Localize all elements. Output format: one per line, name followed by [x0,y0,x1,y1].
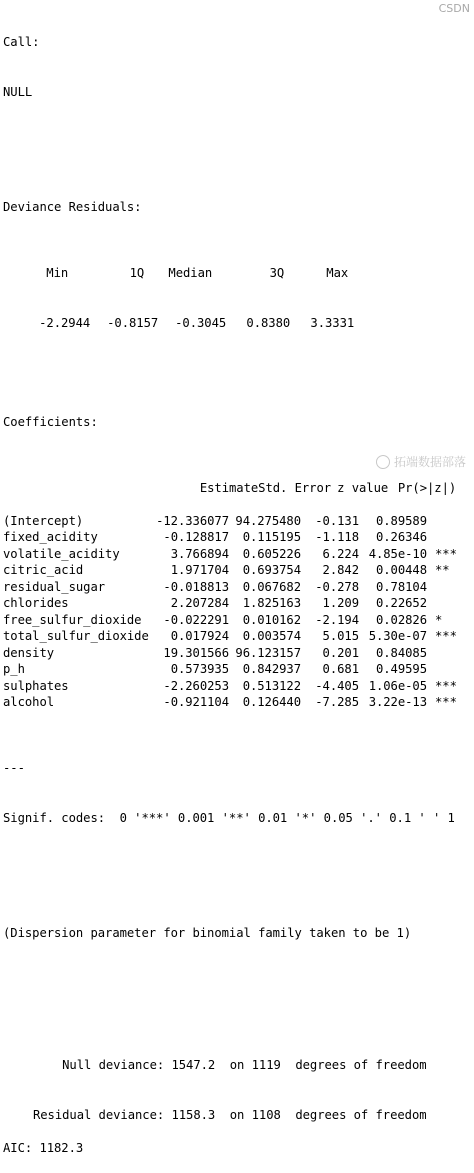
coef-z-value: 1.209 [322,596,359,610]
coef-p-value: 0.78104 [375,579,427,594]
r-console-output [3,1,473,1173]
coef-estimate: 2.207284 [170,596,229,610]
resid-label-max: Max [326,266,349,280]
brand-watermark [376,453,466,470]
coef-name: sulphates [3,678,69,693]
coef-z-value: -4.405 [315,678,359,693]
resid-value-min: -2.2944 [39,315,91,330]
coef-estimate: -0.018813 [163,579,229,594]
null-deviance-row [3,1041,473,1072]
coef-signif: *** [435,695,457,709]
wechat-icon [376,455,390,469]
coefficient-row [3,645,473,662]
resid-value-max: 3.3331 [310,315,355,330]
coefficient-row [3,513,473,530]
coef-p-value: 4.85e-10 [368,546,427,561]
coef-z-value: -0.278 [315,579,359,594]
coef-std-error: 0.003574 [242,629,301,643]
coefficient-row [3,661,473,678]
coef-p-value: 0.02826 [375,612,427,627]
coef-estimate: -0.921104 [163,695,229,709]
coef-std-error: 0.010162 [242,612,301,627]
resid-value-3q: 0.8380 [246,315,291,330]
coefficient-row [3,678,473,695]
coef-p-value: 0.00448 [375,563,427,577]
coef-z-value: 0.681 [322,662,359,676]
residual-deviance-value: 1158.3 on 1108 degrees of freedom [171,1107,427,1122]
coef-z-value: 2.842 [322,563,359,577]
coef-z-value: 5.015 [322,629,359,643]
blank-line [3,348,473,365]
coef-signif: ** [435,563,450,577]
csdn-watermark: CSDN [438,2,470,15]
coefficients-table [3,513,473,711]
coef-signif: * [435,612,443,627]
coef-z-value: -2.194 [315,612,359,627]
coef-estimate: -0.022291 [163,612,229,627]
coef-estimate: -12.336077 [156,513,229,528]
coef-name: fixed_acidity [3,530,98,544]
col-z-value: z value [337,480,389,495]
coef-name: (Intercept) [3,513,84,528]
coef-std-error: 0.067682 [242,579,301,594]
coef-signif: *** [435,629,457,643]
call-value: NULL [3,84,33,99]
null-deviance-label: Null deviance: [62,1058,165,1072]
separator: --- [3,761,25,775]
residuals-values-row [3,298,473,330]
null-deviance-value: 1547.2 on 1119 degrees of freedom [171,1058,427,1072]
coef-estimate: -2.260253 [163,678,229,693]
coefficient-row [3,529,473,546]
brand-watermark-text: 拓端数据部落 [393,455,466,469]
coef-p-value: 0.26346 [375,530,427,544]
coef-p-value: 0.89589 [375,513,427,528]
coef-name: density [3,645,55,660]
coef-name: residual_sugar [3,579,106,594]
residual-deviance-label: Residual deviance: [32,1107,165,1122]
resid-label-1q: 1Q [129,266,145,280]
coefficient-row [3,546,473,563]
dispersion-note: (Dispersion parameter for binomial family taken to be 1) [3,926,412,940]
blank-line [3,859,473,876]
resid-label-3q: 3Q [269,266,285,280]
blank-line [3,975,473,992]
coef-estimate: 1.971704 [170,563,229,577]
coef-name: free_sulfur_dioxide [3,612,142,627]
coef-std-error: 0.126440 [242,695,301,709]
residual-deviance-row [3,1090,473,1122]
coef-z-value: 6.224 [322,546,359,561]
coef-std-error: 0.693754 [242,563,301,577]
deviance-residuals-header: Deviance Residuals: [3,200,142,214]
coefficient-row [3,628,473,645]
call-header: Call: [3,35,40,49]
residuals-labels-row [3,249,473,280]
coef-name: volatile_acidity [3,546,120,561]
coef-p-value: 1.06e-05 [368,678,427,693]
coef-std-error: 0.842937 [242,662,301,676]
coef-p-value: 5.30e-07 [368,629,427,643]
resid-value-1q: -0.8157 [107,315,159,330]
coef-signif: *** [435,678,457,693]
coefficient-row [3,595,473,612]
coef-name: chlorides [3,596,69,610]
coef-estimate: 0.573935 [170,662,229,676]
coefficient-row [3,694,473,711]
coef-p-value: 0.84085 [375,645,427,660]
coef-z-value: 0.201 [322,645,359,660]
col-std-error: Std. Error [258,480,332,495]
coefficient-row [3,612,473,629]
coef-z-value: -0.131 [315,513,359,528]
coef-p-value: 3.22e-13 [368,695,427,709]
coef-name: total_sulfur_dioxide [3,629,149,643]
coef-std-error: 0.605226 [242,546,301,561]
coef-std-error: 0.513122 [242,678,301,693]
coef-name: alcohol [3,695,55,709]
coef-std-error: 1.825163 [242,596,301,610]
coef-estimate: 0.017924 [170,629,229,643]
coef-std-error: 96.123157 [235,645,301,660]
coef-estimate: 3.766894 [170,546,229,561]
coefficient-row [3,579,473,596]
blank-line [3,133,473,150]
coefficients-header: Coefficients: [3,414,98,429]
coef-name: citric_acid [3,563,84,577]
coef-estimate: 19.301566 [163,645,229,660]
resid-label-min: Min [46,266,69,280]
coef-signif: *** [435,546,457,561]
col-p-value: Pr(>|z|) [397,480,457,495]
aic-value: AIC: 1182.3 [3,1140,84,1155]
coef-p-value: 0.22652 [375,596,427,610]
coef-std-error: 94.275480 [235,513,301,528]
resid-value-median: -0.3045 [175,315,227,330]
coef-estimate: -0.128817 [163,530,229,544]
signif-codes: Signif. codes: 0 '***' 0.001 '**' 0.01 '*' 0.05 '.' 0.1 ' ' 1 [3,810,455,825]
coef-name: p_h [3,662,25,676]
resid-label-median: Median [168,266,213,280]
coefficient-row [3,562,473,579]
col-estimate: Estimate [199,480,259,495]
coef-z-value: -7.285 [315,695,359,709]
coef-p-value: 0.49595 [375,662,427,676]
coef-std-error: 0.115195 [242,530,301,544]
coef-z-value: -1.118 [315,530,359,544]
